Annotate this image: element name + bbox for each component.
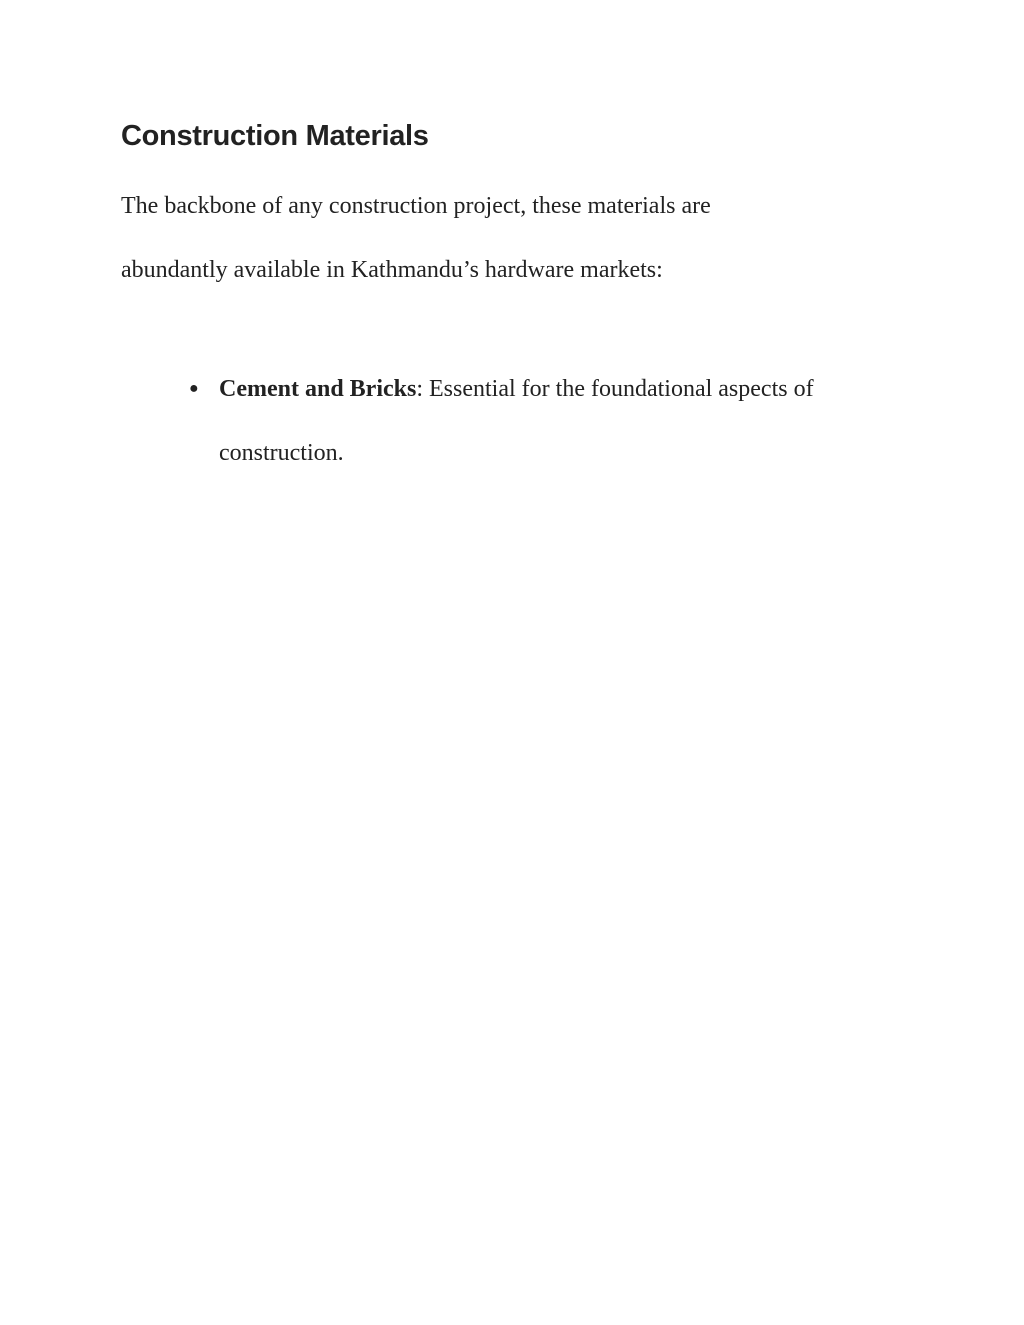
list-item-separator: :: [416, 376, 424, 402]
bullet-icon: ●: [189, 380, 199, 397]
document-page: [121, 118, 911, 485]
section-heading: Construction Materials: [121, 120, 429, 152]
intro-paragraph: The backbone of any construction project, these materials are abundantly available in Kathmandu’s hardware markets:: [121, 193, 711, 283]
materials-list: [121, 357, 911, 485]
list-item-term: Cement and Bricks: [219, 376, 417, 402]
list-item-description: Essential for the foundational aspects of construction.: [219, 376, 814, 466]
list-item: [121, 357, 899, 485]
